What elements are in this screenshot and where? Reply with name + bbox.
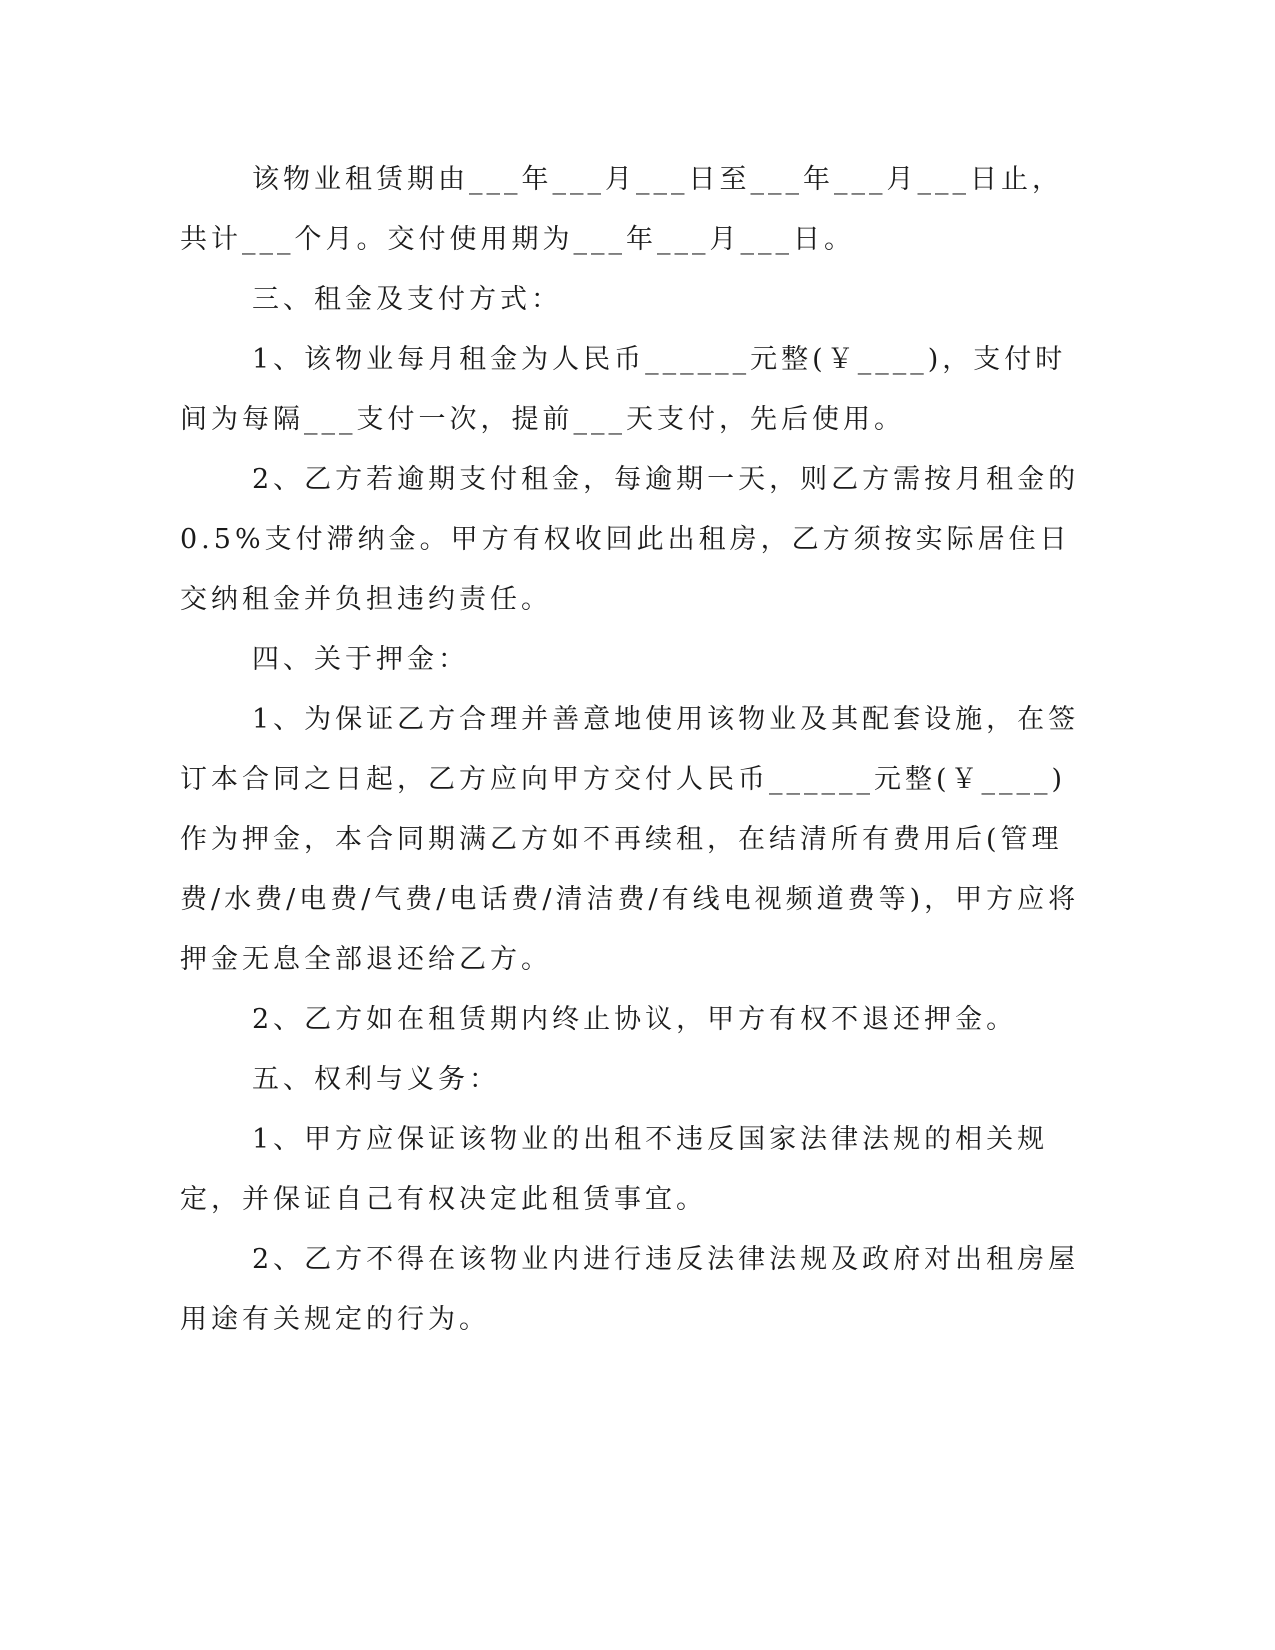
paragraph-tenant-obligation: 2、乙方不得在该物业内进行违反法律法规及政府对出租房屋用途有关规定的行为。 bbox=[180, 1244, 1080, 1335]
paragraph-deposit-terms: 1、为保证乙方合理并善意地使用该物业及其配套设施，在签订本合同之日起，乙方应向甲方交付人民币______元整(￥____)作为押金，本合同期满乙方如不再续租，在结清所有费用后(管理费/水费/电费/气费/电话费/清洁费/有线电视频道费等)，甲方应将押金无息全部退还给乙方。 bbox=[180, 704, 1080, 975]
paragraph-landlord-obligation: 1、甲方应保证该物业的出租不违反国家法律法规的相关规定，并保证自己有权决定此租赁事宜。 bbox=[180, 1124, 1049, 1215]
heading-rent-payment: 三、租金及支付方式： bbox=[252, 284, 562, 315]
paragraph-deposit-forfeit: 2、乙方如在租赁期内终止协议，甲方有权不退还押金。 bbox=[252, 1004, 1018, 1035]
heading-rights-obligations: 五、权利与义务： bbox=[252, 1064, 500, 1095]
heading-deposit: 四、关于押金： bbox=[252, 644, 469, 675]
paragraph-monthly-rent: 1、该物业每月租金为人民币______元整(￥____)，支付时间为每隔___支付一次，提前___天支付，先后使用。 bbox=[180, 344, 1067, 435]
paragraph-lease-term: 该物业租赁期由___年___月___日至___年___月___日止，共计___个月。交付使用期为___年___月___日。 bbox=[180, 164, 1063, 255]
paragraph-late-payment: 2、乙方若逾期支付租金，每逾期一天，则乙方需按月租金的0.5%支付滞纳金。甲方有权收回此出租房，乙方须按实际居住日交纳租金并负担违约责任。 bbox=[180, 464, 1080, 615]
document-body bbox=[180, 150, 1080, 1350]
